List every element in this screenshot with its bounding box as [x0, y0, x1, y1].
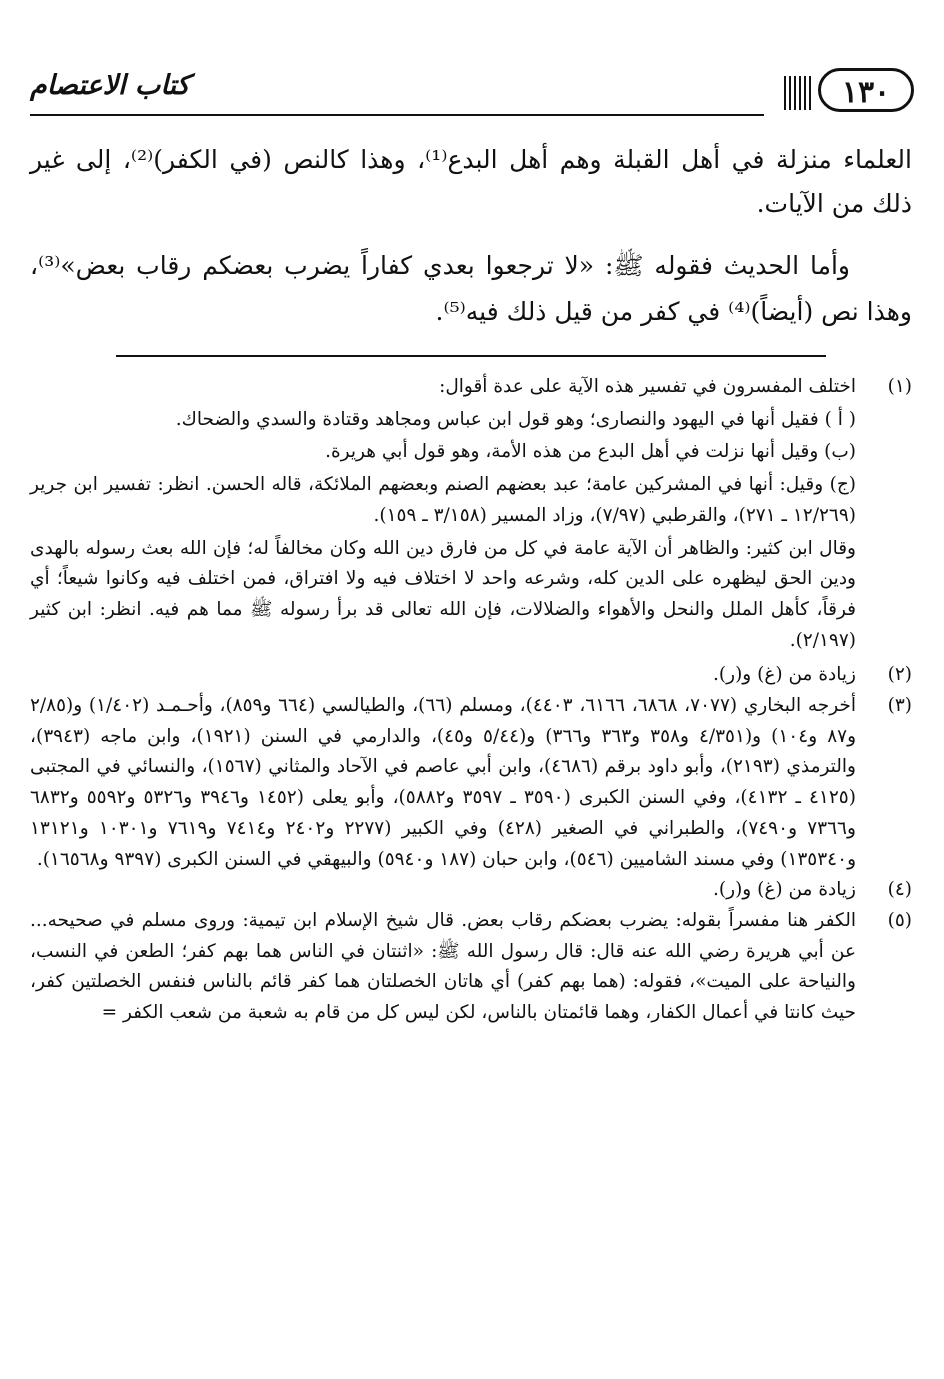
footnote-text: زيادة من (غ) و(ر).: [713, 879, 856, 901]
page-number-ornament: [704, 68, 914, 118]
footnote-5: [30, 906, 912, 1029]
footnote-line: (ج) وقيل: أنها في المشركين عامة؛ عبد بعضهم الصنم وبعضهم الملائكة، قاله الحسن. انظر: تفسير ابن جرير (١٢/٢٦٩ ـ ٢٧١)، والقرطبي (٧/٩٧)، وزاد المسير (٣/١٥٨ ـ ١٥٩).: [30, 474, 856, 526]
footnote-separator: [116, 355, 826, 357]
footnote-number: (٣): [887, 695, 912, 717]
footnote-1: [30, 372, 912, 656]
footnote-number: (٢): [887, 664, 912, 686]
page-header: [30, 68, 914, 118]
footnote-line: اختلف المفسرون في تفسير هذه الآية على عدة أقوال:: [439, 376, 856, 397]
footnote-text: زيادة من (غ) و(ر).: [713, 664, 856, 686]
footnotes: [30, 372, 912, 1029]
body-paragraph-2: وأما الحديث فقوله ﷺ: «لا ترجعوا بعدي كفاراً يضرب بعضكم رقاب بعض»⁽³⁾، وهذا نص (أيضاً)⁽⁴⁾ في كفر من قيل ذلك فيه⁽⁵⁾.: [30, 251, 912, 326]
body-paragraph-1: العلماء منزلة في أهل القبلة وهم أهل البدع⁽¹⁾، وهذا كالنص (في الكفر)⁽²⁾، إلى غير ذلك من الآيات.: [30, 145, 912, 218]
footnote-2: [30, 660, 912, 691]
running-title: كتاب الاعتصام: [30, 70, 190, 101]
ornament-stripes: [784, 76, 814, 110]
footnote-number: (٥): [887, 909, 912, 931]
header-rule: [30, 114, 764, 116]
footnote-line: وقال ابن كثير: والظاهر أن الآية عامة في كل من فارق دين الله وكان مخالفاً له؛ فإن الله بعث رسوله بالهدى ودين الحق ليظهره على الدين كله، وشرعه واحد لا اختلاف فيه ولا افتراق، فمن اختلف فيه وكانوا شيعاً؛ أي فرقاً، كأهل الملل والنحل والأهواء والضلالات، فإن الله تعالى قد برأ رسوله ﷺ مما هم فيه. انظر: ابن كثير (٢/١٩٧).: [30, 537, 856, 651]
footnote-text: الكفر هنا مفسراً بقوله: يضرب بعضكم رقاب بعض. قال شيخ الإسلام ابن تيمية: وروى مسلم في صحيحه... عن أبي هريرة رضي الله عنه قال: قال رسول الله ﷺ: «اثنتان في الناس هما بهم كفر؛ الطعن في النسب، والنياحة على الميت»، فقوله: (هما بهم كفر) أي هاتان الخصلتان هما كفر قائم بالناس فنفس الخصلتين كفر، حيث كانتا في أعمال الكفار، وهما قائمتان بالناس، لكن ليس كل من قام به شعبة من شعب الكفر =: [30, 909, 856, 1024]
footnote-line: ( أ ) فقيل أنها في اليهود والنصارى؛ وهو قول ابن عباس ومجاهد وقتادة والسدي والضحاك.: [175, 408, 856, 430]
footnote-number: (٤): [887, 879, 912, 901]
footnote-line: (ب) وقيل أنها نزلت في أهل البدع من هذه الأمة، وهو قول أبي هريرة.: [325, 441, 856, 463]
page-number: ١٣٠: [818, 68, 914, 112]
footnote-3: [30, 691, 912, 875]
footnote-4: [30, 875, 912, 906]
footnote-text: أخرجه البخاري (٧٠٧٧، ٦٨٦٨، ٦١٦٦، ٤٤٠٣)، ومسلم (٦٦)، والطيالسي (٦٦٤ و٨٥٩)، وأحـمـد (١/٤٠٢) و(٢/٨٥ و٨٧ و١٠٤) و(٤/٣٥١ و٣٥٨ و٣٦٣ و٣٦٦) و(٥/٤٤ و٤٥)، والدارمي في السنن (١٩٢١)، وابن ماجه (٣٩٤٣)، والترمذي (٢١٩٣)، وأبو داود برقم (٤٦٨٦)، وابن أبي عاصم في الآحاد والمثاني (١٥٦٧)، والنسائي في المجتبى (٤١٢٥ ـ ٤١٣٢)، وفي السنن الكبرى (٣٥٩٠ ـ ٣٥٩٧ و٥٨٨٢)، وأبو يعلى (١٤٥٢ و٣٩٤٦ و٥٣٢٦ و٥٥٩٢ و٦٨٣٢ و٧٣٦٦ و٧٤٩٠)، والطبراني في الصغير (٤٢٨) وفي الكبير (٢٢٧٧ و٢٤٠٢ و٧٤١٤ و٧٦١٩ و١٠٣٠١ و١٣١٢١ و١٣٥٣٤٠) وفي مسند الشاميين (٥٤٦)، وابن حبان (١٨٧ و٥٩٤٠) والبيهقي في السنن الكبرى (٩٣٩٧ و١٦٥٦٨).: [30, 695, 856, 870]
footnote-number: (١): [887, 376, 912, 397]
